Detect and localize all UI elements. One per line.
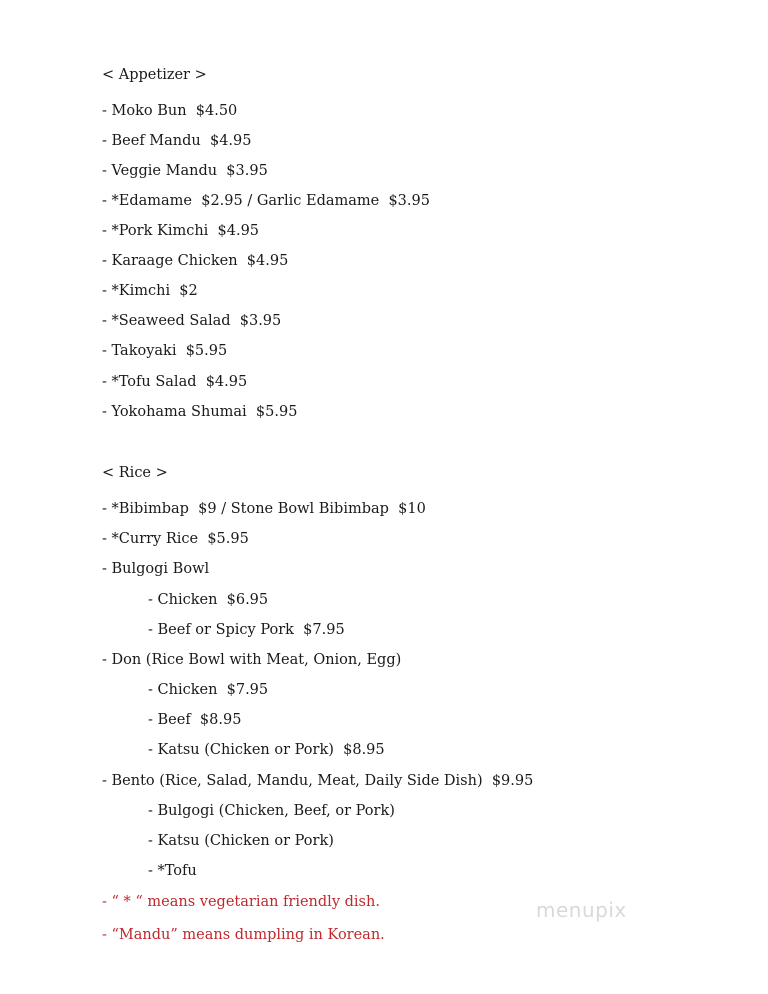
bento-option-bulgogi: - Bulgogi (Chicken, Beef, or Pork)	[148, 803, 395, 819]
don-option-beef: - Beef $8.95	[148, 712, 242, 728]
bento-option-tofu: - *Tofu	[148, 863, 197, 879]
menu-item-bento: - Bento (Rice, Salad, Mandu, Meat, Daily Side Dish) $9.95	[102, 773, 534, 789]
menu-item-curry-rice: - *Curry Rice $5.95	[102, 531, 249, 547]
don-option-katsu: - Katsu (Chicken or Pork) $8.95	[148, 742, 385, 758]
menu-item-edamame: - *Edamame $2.95 / Garlic Edamame $3.95	[102, 193, 430, 209]
rice-heading: < Rice >	[102, 465, 168, 481]
menu-item-yokohama-shumai: - Yokohama Shumai $5.95	[102, 404, 298, 420]
bento-option-katsu: - Katsu (Chicken or Pork)	[148, 833, 334, 849]
menu-item-takoyaki: - Takoyaki $5.95	[102, 343, 228, 359]
menu-item-bulgogi-bowl: - Bulgogi Bowl	[102, 561, 210, 577]
menu-item-moko-bun: - Moko Bun $4.50	[102, 103, 238, 119]
menu-item-seaweed-salad: - *Seaweed Salad $3.95	[102, 313, 282, 329]
menu-item-bibimbap: - *Bibimbap $9 / Stone Bowl Bibimbap $10	[102, 501, 426, 517]
menu-item-beef-mandu: - Beef Mandu $4.95	[102, 133, 252, 149]
menu-item-kimchi: - *Kimchi $2	[102, 283, 198, 299]
menu-item-veggie-mandu: - Veggie Mandu $3.95	[102, 163, 268, 179]
menu-item-don: - Don (Rice Bowl with Meat, Onion, Egg)	[102, 652, 402, 668]
menu-item-karaage-chicken: - Karaage Chicken $4.95	[102, 253, 289, 269]
watermark-logo: menupix	[536, 898, 627, 922]
menu-item-tofu-salad: - *Tofu Salad $4.95	[102, 374, 248, 390]
don-option-chicken: - Chicken $7.95	[148, 682, 269, 698]
note-vegetarian: - “ * “ means vegetarian friendly dish.	[102, 894, 380, 910]
bulgogi-option-beef-spicy-pork: - Beef or Spicy Pork $7.95	[148, 622, 345, 638]
bulgogi-option-chicken: - Chicken $6.95	[148, 592, 269, 608]
appetizer-heading: < Appetizer >	[102, 67, 207, 83]
note-mandu: - “Mandu” means dumpling in Korean.	[102, 927, 385, 943]
menu-item-pork-kimchi: - *Pork Kimchi $4.95	[102, 223, 260, 239]
